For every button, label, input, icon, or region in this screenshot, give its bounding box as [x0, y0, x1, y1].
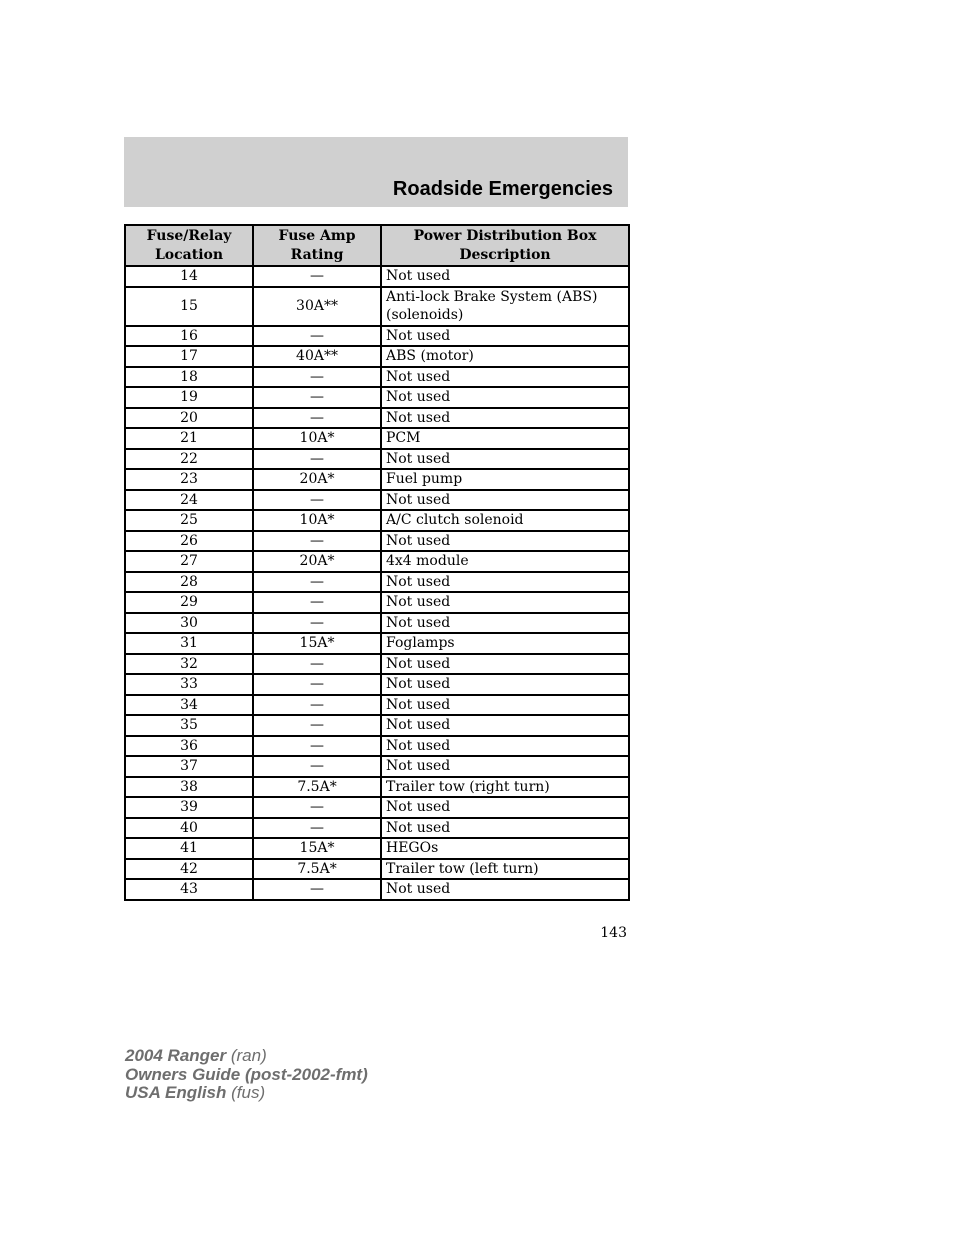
table-row [125, 326, 629, 347]
fuse-description-cell: A/C clutch solenoid [381, 510, 629, 531]
fuse-amp-cell: — [253, 531, 381, 552]
fuse-description-cell: ABS (motor) [381, 346, 629, 367]
table-row [125, 572, 629, 593]
table-row [125, 287, 629, 326]
fuse-description-cell: Not used [381, 490, 629, 511]
fuse-description-cell: Not used [381, 367, 629, 388]
fuse-amp-cell: — [253, 695, 381, 716]
fuse-location-cell: 17 [125, 346, 253, 367]
fuse-amp-cell: 10A* [253, 428, 381, 449]
table-row [125, 490, 629, 511]
fuse-amp-cell: 40A** [253, 346, 381, 367]
fuse-description-cell: Anti-lock Brake System (ABS) (solenoids) [381, 287, 629, 326]
fuse-amp-cell: 10A* [253, 510, 381, 531]
table-row [125, 510, 629, 531]
fuse-amp-cell: 30A** [253, 287, 381, 326]
fuse-description-cell: Fuel pump [381, 469, 629, 490]
fuse-description-cell: Not used [381, 266, 629, 287]
table-row [125, 654, 629, 675]
section-header [124, 137, 628, 207]
fuse-description-cell: Not used [381, 674, 629, 695]
page-number: 143 [600, 925, 627, 941]
fuse-amp-cell: 7.5A* [253, 859, 381, 880]
column-header-location [125, 225, 253, 266]
fuse-location-cell: 30 [125, 613, 253, 634]
fuse-location-cell: 37 [125, 756, 253, 777]
footer-line-1 [125, 1047, 368, 1066]
table-row [125, 592, 629, 613]
column-header-text: Rating [290, 246, 344, 263]
footer-model: 2004 Ranger [125, 1046, 227, 1065]
fuse-location-cell: 34 [125, 695, 253, 716]
table-row [125, 387, 629, 408]
fuse-description-cell: Not used [381, 715, 629, 736]
fuse-description-cell: Not used [381, 695, 629, 716]
fuse-amp-cell: — [253, 572, 381, 593]
fuse-location-cell: 16 [125, 326, 253, 347]
fuse-amp-cell: — [253, 592, 381, 613]
column-header-text: Location [154, 246, 224, 263]
fuse-location-cell: 19 [125, 387, 253, 408]
column-header-text: Description [459, 246, 551, 263]
footer [125, 1047, 368, 1103]
column-header-text: Fuse Amp [278, 228, 356, 244]
fuse-description-cell: Not used [381, 449, 629, 470]
table-row [125, 551, 629, 572]
fuse-description-cell: Not used [381, 797, 629, 818]
table-row [125, 838, 629, 859]
footer-language-code: (fus) [231, 1083, 266, 1102]
fuse-location-cell: 31 [125, 633, 253, 654]
fuse-amp-cell: — [253, 266, 381, 287]
fuse-table [124, 224, 630, 901]
fuse-location-cell: 18 [125, 367, 253, 388]
table-row [125, 695, 629, 716]
fuse-description-cell: Not used [381, 592, 629, 613]
fuse-location-cell: 43 [125, 879, 253, 900]
fuse-description-cell: Not used [381, 326, 629, 347]
column-header-amp [253, 225, 381, 266]
table-row [125, 613, 629, 634]
fuse-description-cell: Not used [381, 408, 629, 429]
fuse-location-cell: 41 [125, 838, 253, 859]
footer-line-3 [125, 1084, 368, 1103]
table-row [125, 879, 629, 900]
fuse-location-cell: 29 [125, 592, 253, 613]
fuse-location-cell: 36 [125, 736, 253, 757]
fuse-description-cell: Trailer tow (right turn) [381, 777, 629, 798]
table-row [125, 797, 629, 818]
fuse-location-cell: 33 [125, 674, 253, 695]
fuse-location-cell: 39 [125, 797, 253, 818]
fuse-location-cell: 42 [125, 859, 253, 880]
fuse-description-cell: Not used [381, 613, 629, 634]
footer-language: USA English [125, 1083, 227, 1102]
fuse-location-cell: 25 [125, 510, 253, 531]
fuse-amp-cell: — [253, 756, 381, 777]
fuse-location-cell: 28 [125, 572, 253, 593]
fuse-location-cell: 20 [125, 408, 253, 429]
fuse-description-cell: Not used [381, 818, 629, 839]
fuse-amp-cell: 20A* [253, 469, 381, 490]
fuse-description-cell: PCM [381, 428, 629, 449]
fuse-amp-cell: — [253, 449, 381, 470]
fuse-description-cell: Not used [381, 756, 629, 777]
table-row [125, 756, 629, 777]
fuse-amp-cell: — [253, 879, 381, 900]
fuse-location-cell: 22 [125, 449, 253, 470]
fuse-location-cell: 26 [125, 531, 253, 552]
fuse-description-cell: Not used [381, 654, 629, 675]
column-header-text: Fuse/Relay [146, 228, 232, 244]
fuse-location-cell: 32 [125, 654, 253, 675]
column-header-text: Power Distribution Box [413, 228, 597, 244]
fuse-location-cell: 27 [125, 551, 253, 572]
fuse-description-cell: Not used [381, 736, 629, 757]
table-row [125, 408, 629, 429]
fuse-amp-cell: — [253, 387, 381, 408]
fuse-location-cell: 21 [125, 428, 253, 449]
table-row [125, 449, 629, 470]
fuse-amp-cell: — [253, 408, 381, 429]
footer-guide: Owners Guide (post-2002-fmt) [125, 1064, 368, 1084]
column-header-description [381, 225, 629, 266]
fuse-description-cell: Not used [381, 531, 629, 552]
table-row [125, 266, 629, 287]
table-row [125, 736, 629, 757]
fuse-location-cell: 35 [125, 715, 253, 736]
table-body [125, 266, 629, 900]
table-row [125, 777, 629, 798]
fuse-description-cell: HEGOs [381, 838, 629, 859]
fuse-description-cell: Foglamps [381, 633, 629, 654]
fuse-description-cell: 4x4 module [381, 551, 629, 572]
table-row [125, 818, 629, 839]
fuse-description-cell: Not used [381, 879, 629, 900]
table-row [125, 633, 629, 654]
table-row [125, 367, 629, 388]
footer-model-code: (ran) [230, 1046, 267, 1065]
fuse-amp-cell: — [253, 674, 381, 695]
table-row [125, 715, 629, 736]
fuse-amp-cell: — [253, 326, 381, 347]
fuse-amp-cell: — [253, 818, 381, 839]
fuse-amp-cell: 15A* [253, 838, 381, 859]
section-title: Roadside Emergencies [392, 178, 613, 200]
fuse-amp-cell: — [253, 490, 381, 511]
fuse-location-cell: 15 [125, 287, 253, 326]
fuse-location-cell: 23 [125, 469, 253, 490]
fuse-description-cell: Not used [381, 387, 629, 408]
table-row [125, 346, 629, 367]
fuse-amp-cell: 20A* [253, 551, 381, 572]
fuse-location-cell: 40 [125, 818, 253, 839]
footer-line-2 [125, 1066, 368, 1085]
fuse-amp-cell: — [253, 715, 381, 736]
fuse-amp-cell: — [253, 613, 381, 634]
table-header-row [125, 225, 629, 266]
table-row [125, 674, 629, 695]
table-row [125, 428, 629, 449]
fuse-location-cell: 38 [125, 777, 253, 798]
table-row [125, 531, 629, 552]
fuse-amp-cell: — [253, 797, 381, 818]
fuse-amp-cell: 7.5A* [253, 777, 381, 798]
fuse-location-cell: 14 [125, 266, 253, 287]
fuse-amp-cell: — [253, 367, 381, 388]
fuse-description-cell: Not used [381, 572, 629, 593]
fuse-amp-cell: 15A* [253, 633, 381, 654]
table-row [125, 469, 629, 490]
fuse-amp-cell: — [253, 736, 381, 757]
fuse-description-cell: Trailer tow (left turn) [381, 859, 629, 880]
table-row [125, 859, 629, 880]
fuse-amp-cell: — [253, 654, 381, 675]
fuse-location-cell: 24 [125, 490, 253, 511]
